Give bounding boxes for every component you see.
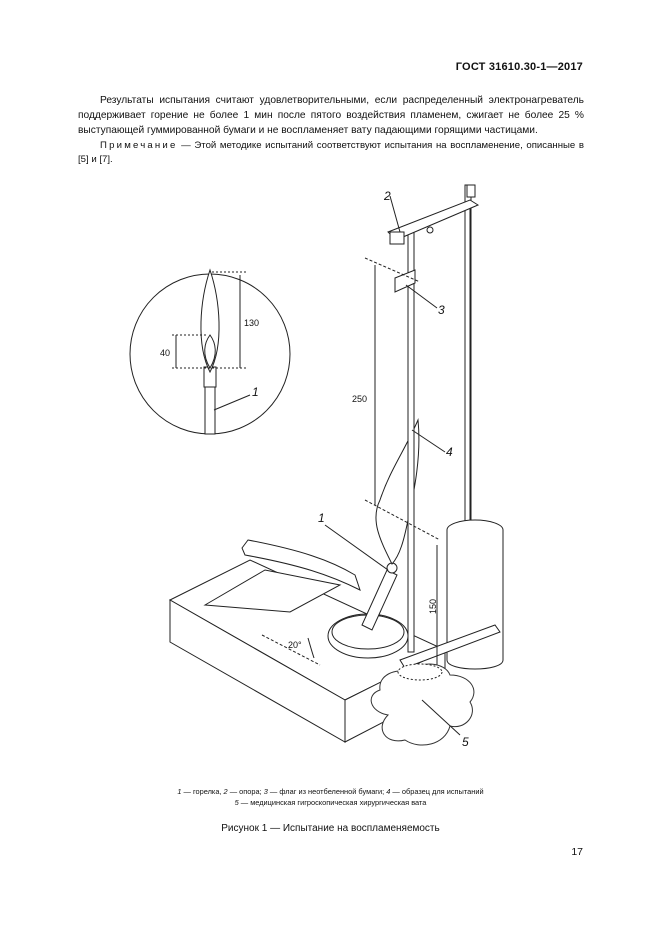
angle-text: 20° [288,640,302,650]
result-paragraph-text: Результаты испытания считают удовлетворительными, если распределенный электронагреватель поддерживает горение не более 1 мин после пятого воздействия пламенем, сжигает не более 25 % выступающей гуммированной бумаги и не воспламеняет вату падающими горящими частицами. [78,95,584,136]
clamp-block [390,232,404,244]
legend-n2: 2 [223,787,228,796]
label-2: 2 [384,189,391,203]
top-post [467,185,475,197]
dim-130-text: 130 [244,318,260,328]
legend-n3: 3 [263,787,268,796]
stand-rod-main [408,232,414,652]
legend-n1: 1 [177,787,182,796]
legend-t1: — горелка, [181,787,224,796]
flammability-test-figure [0,170,661,800]
legend-line-2 [0,797,661,808]
clamp-screw [427,227,433,233]
note-paragraph [78,139,584,167]
legend-t2: — опора; [227,787,264,796]
label-3: 3 [438,303,445,317]
dim-40-text: 40 [160,348,171,358]
legend-n5: 5 [234,798,239,807]
legend-t5: — медицинская гигроскопическая хирургическая вата [238,798,427,807]
label-1-main: 1 [318,511,325,525]
result-paragraph [78,93,584,138]
label-5: 5 [462,735,469,749]
leader-2 [390,196,400,232]
label-1-inset: 1 [252,385,259,399]
sample-base [398,664,442,680]
note-text: — Этой методике испытаний соответствуют испытания на воспламенение, описанные в [5] и [7]. [78,140,584,165]
dim-250-text: 250 [352,394,368,404]
note-lead: Примечание [100,140,178,151]
figure-legend [0,786,661,808]
standard-header: ГОСТ 31610.30-1—2017 [455,61,583,73]
legend-t4: — образец для испытаний [390,787,484,796]
legend-n4: 4 [386,787,391,796]
dim-150-text: 150 [428,598,438,614]
label-4: 4 [446,445,453,459]
figure-caption: Рисунок 1 — Испытание на воспламеняемость [221,823,440,834]
page-number: 17 [571,846,583,858]
legend-line-1 [0,786,661,797]
legend-t3: — флаг из неотбеленной бумаги; [267,787,387,796]
